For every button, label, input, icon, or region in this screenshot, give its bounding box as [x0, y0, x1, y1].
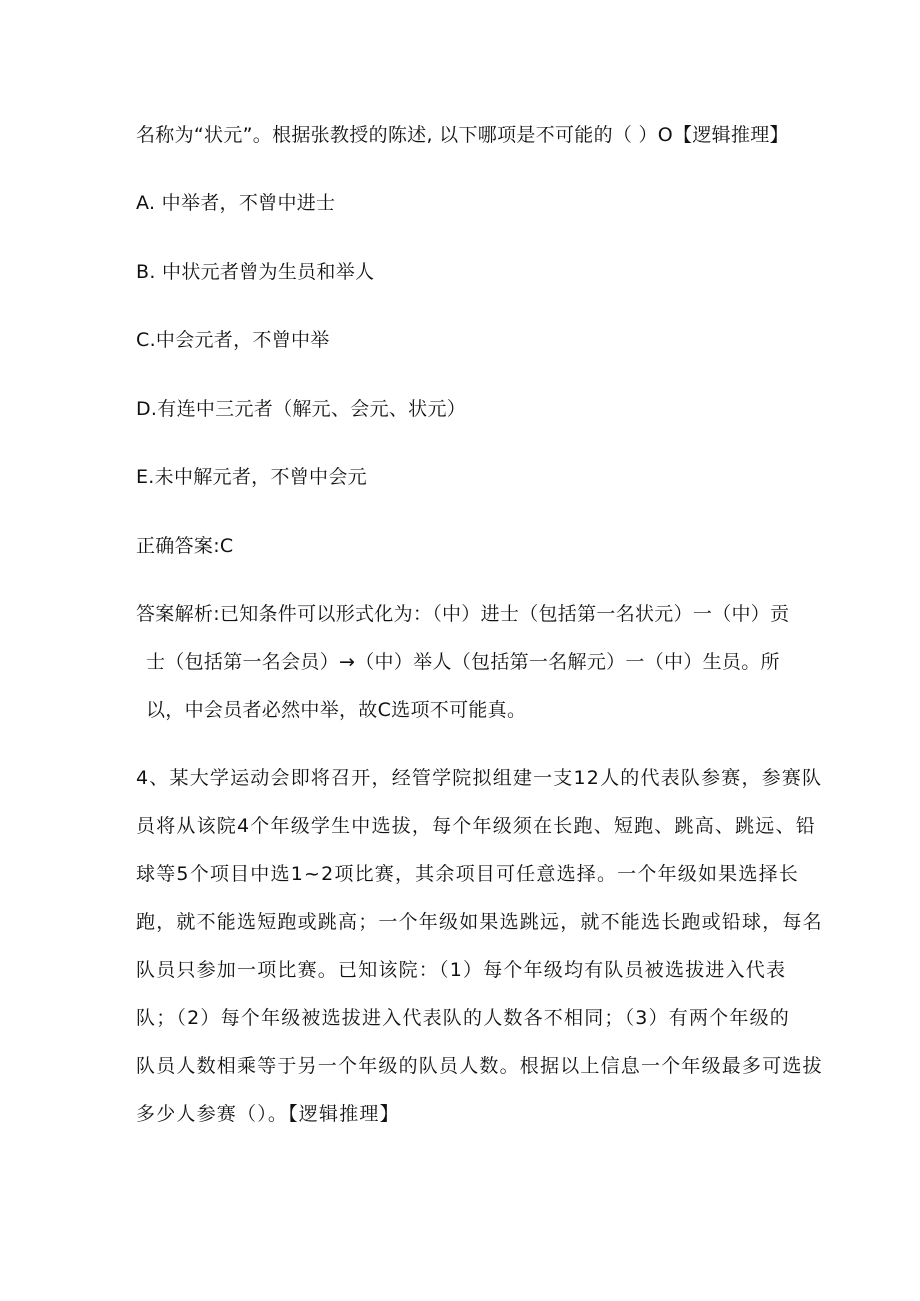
question4-line-7: 队员人数相乘等于另一个年级的队员人数。根据以上信息一个年级最多可选拔 — [136, 1055, 823, 1077]
question4-line-8: 多少人参赛（）。【逻辑推理】 — [136, 1103, 400, 1125]
correct-answer: 正确答案:C — [136, 535, 234, 557]
option-d: D.有连中三元者（解元、会元、状元） — [136, 398, 467, 420]
question4-line-1: 4、某大学运动会即将召开，经管学院拟组建一支12人的代表队参赛，参赛队 — [136, 767, 823, 789]
question4-line-3: 球等5个项目中选1~2项比赛，其余项目可任意选择。一个年级如果选择长 — [136, 863, 799, 885]
question4-line-5: 队员只参加一项比赛。已知该院：（1）每个年级均有队员被选拔进入代表 — [136, 959, 787, 981]
option-a: A. 中举者，不曾中进士 — [136, 192, 336, 214]
question4-line-2: 员将从该院4个年级学生中选拔，每个年级须在长跑、短跑、跳高、跳远、铅 — [136, 815, 816, 837]
question-stem-tail: 名称为“状元”。根据张教授的陈述, 以下哪项是不可能的（ ）O【逻辑推理】 — [136, 124, 789, 146]
option-b: B. 中状元者曾为生员和举人 — [136, 261, 375, 283]
answer-analysis-line-3: 以，中会员者必然中举，故C选项不可能真。 — [146, 699, 527, 721]
answer-analysis-line-1: 答案解析:已知条件可以形式化为：（中）进士（包括第一名状元）一（中）贡 — [136, 603, 790, 625]
answer-analysis-line-2: 士（包括第一名会员）→（中）举人（包括第一名解元）一（中）生员。所 — [146, 651, 780, 673]
option-c: C.中会元者，不曾中举 — [136, 329, 330, 351]
question4-line-4: 跑，就不能选短跑或跳高；一个年级如果选跳远，就不能选长跑或铅球，每名 — [136, 911, 823, 933]
option-e: E.未中解元者，不曾中会元 — [136, 466, 367, 488]
question4-line-6: 队；（2）每个年级被选拔进入代表队的人数各不相同；（3）有两个年级的 — [136, 1007, 790, 1029]
